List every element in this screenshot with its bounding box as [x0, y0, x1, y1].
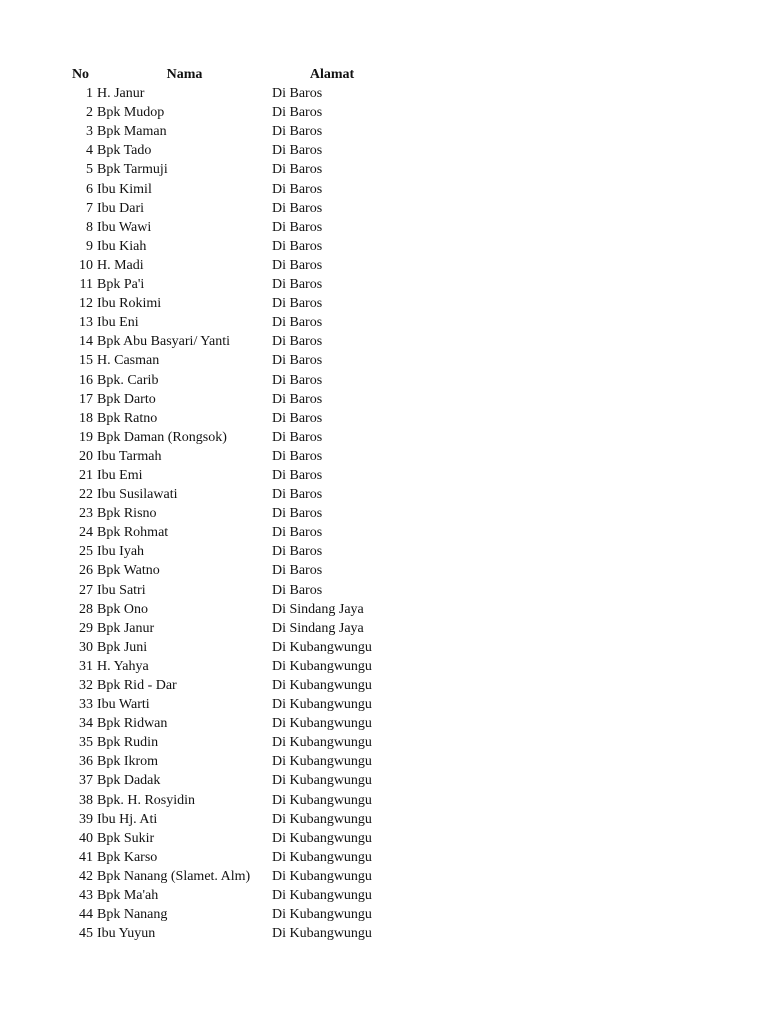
row-address: Di Sindang Jaya [272, 620, 364, 636]
row-number: 34 [79, 716, 93, 732]
row-name: Bpk Mudop [97, 105, 165, 121]
row-name: Bpk Ratno [97, 410, 158, 426]
row-name: Ibu Wawi [97, 219, 152, 235]
row-number: 22 [79, 487, 93, 503]
row-name: Ibu Kimil [97, 181, 152, 197]
row-address: Di Baros [272, 353, 323, 369]
row-name: Bpk Ma'ah [97, 888, 159, 904]
row-address: Di Baros [272, 429, 323, 445]
table-row [64, 409, 392, 428]
row-address: Di Kubangwungu [272, 773, 372, 789]
row-number: 31 [79, 658, 93, 674]
row-address: Di Baros [272, 448, 323, 464]
row-name: Bpk Ono [97, 601, 148, 617]
table-row [64, 122, 392, 141]
table-row [64, 485, 392, 504]
row-address: Di Kubangwungu [272, 754, 372, 770]
row-name: Bpk Watno [97, 563, 160, 579]
table-row [64, 867, 392, 886]
row-address: Di Baros [272, 219, 323, 235]
row-address: Di Kubangwungu [272, 811, 372, 827]
row-name: Bpk. H. Rosyidin [97, 792, 196, 808]
row-address: Di Baros [272, 181, 323, 197]
row-address: Di Kubangwungu [272, 907, 372, 923]
row-address: Di Baros [272, 544, 323, 560]
header-nama: Nama [166, 67, 203, 82]
row-number: 19 [79, 429, 93, 445]
row-number: 42 [79, 868, 93, 884]
row-number: 12 [79, 296, 93, 312]
row-name: Ibu Yuyun [97, 926, 156, 942]
row-address: Di Kubangwungu [272, 849, 372, 865]
row-address: Di Kubangwungu [272, 830, 372, 846]
row-number: 25 [79, 544, 93, 560]
row-name: Bpk Ikrom [97, 754, 159, 770]
table-row [64, 160, 392, 179]
row-address: Di Baros [272, 238, 323, 254]
table-row [64, 829, 392, 848]
row-name: Bpk Rid - Dar [97, 678, 177, 693]
table-row [64, 771, 392, 790]
row-name: Bpk Darto [97, 391, 156, 407]
row-address: Di Baros [272, 410, 323, 426]
row-name: Ibu Hj. Ati [97, 811, 158, 827]
row-name: Ibu Dari [97, 200, 145, 216]
row-number: 2 [86, 105, 93, 121]
row-name: H. Yahya [97, 658, 149, 674]
row-name: Bpk Ridwan [97, 716, 168, 732]
row-number: 40 [79, 830, 93, 846]
row-number: 24 [79, 525, 93, 541]
row-number: 30 [79, 639, 93, 655]
table-row [64, 504, 392, 523]
row-number: 37 [79, 773, 93, 789]
row-number: 20 [79, 448, 93, 464]
row-address: Di Baros [272, 315, 323, 331]
table-row [64, 600, 392, 619]
row-number: 43 [79, 888, 93, 904]
row-number: 10 [79, 257, 93, 273]
table-row [64, 371, 392, 390]
row-address: Di Kubangwungu [272, 658, 372, 674]
row-name: Bpk Tarmuji [97, 162, 168, 178]
row-name: Bpk Daman (Rongsok) [97, 429, 227, 445]
row-number: 3 [86, 124, 93, 140]
table-body [64, 84, 392, 943]
row-address: Di Baros [272, 582, 323, 598]
row-number: 41 [79, 849, 93, 865]
table-row [64, 733, 392, 752]
row-address: Di Kubangwungu [272, 926, 372, 942]
table-row [64, 638, 392, 657]
row-number: 26 [79, 563, 93, 579]
row-name: Bpk Nanang (Slamet. Alm) [97, 868, 251, 884]
row-name: Ibu Satri [97, 582, 146, 598]
table-row [64, 275, 392, 294]
row-number: 7 [86, 200, 93, 216]
row-name: Bpk Pa'i [97, 277, 145, 293]
table-row [64, 313, 392, 332]
row-name: Ibu Kiah [97, 238, 147, 254]
row-address: Di Kubangwungu [272, 888, 372, 904]
row-name: Bpk Tado [97, 143, 152, 159]
row-number: 16 [79, 372, 93, 388]
header-row [64, 65, 392, 84]
row-name: Ibu Rokimi [97, 296, 162, 312]
row-address: Di Baros [272, 86, 323, 102]
table-row [64, 657, 392, 676]
row-address: Di Baros [272, 487, 323, 503]
row-address: Di Baros [272, 257, 323, 273]
table-row [64, 466, 392, 485]
row-name: Ibu Tarmah [97, 448, 162, 464]
row-address: Di Baros [272, 563, 323, 579]
table-row [64, 294, 392, 313]
table-row [64, 714, 392, 733]
row-address: Di Baros [272, 143, 323, 159]
row-name: Bpk Maman [97, 124, 167, 140]
row-number: 29 [79, 620, 93, 636]
name-address-table [64, 65, 392, 943]
row-number: 44 [79, 907, 93, 923]
row-name: H. Casman [97, 353, 160, 369]
table-row [64, 791, 392, 810]
table-row [64, 218, 392, 237]
row-address: Di Baros [272, 277, 323, 293]
table-row [64, 924, 392, 943]
row-name: Bpk Dadak [97, 773, 161, 789]
row-number: 15 [79, 353, 93, 369]
row-name: Bpk Janur [97, 620, 155, 636]
row-number: 18 [79, 410, 93, 426]
row-address: Di Baros [272, 506, 323, 522]
row-name: Bpk. Carib [97, 372, 159, 388]
row-address: Di Baros [272, 334, 323, 350]
row-number: 13 [79, 315, 93, 331]
header-no: No [71, 67, 90, 82]
row-number: 32 [79, 678, 93, 693]
row-number: 45 [79, 926, 93, 942]
table-row [64, 695, 392, 714]
row-address: Di Baros [272, 105, 323, 121]
table-row [64, 199, 392, 218]
row-number: 28 [79, 601, 93, 617]
row-name: H. Janur [97, 86, 145, 102]
row-address: Di Baros [272, 200, 323, 216]
row-number: 38 [79, 792, 93, 808]
row-address: Di Kubangwungu [272, 868, 372, 884]
table-row [64, 141, 392, 160]
row-address: Di Kubangwungu [272, 735, 372, 751]
row-name: Bpk Risno [97, 506, 157, 522]
row-address: Di Baros [272, 525, 323, 541]
row-number: 23 [79, 506, 93, 522]
table-row [64, 905, 392, 924]
row-address: Di Baros [272, 296, 323, 312]
row-name: Bpk Rudin [97, 735, 159, 751]
row-number: 4 [86, 143, 93, 159]
row-address: Di Kubangwungu [272, 792, 372, 808]
row-name: Ibu Warti [97, 697, 150, 713]
row-name: Ibu Iyah [97, 544, 145, 560]
table-row [64, 561, 392, 580]
table-row [64, 351, 392, 370]
row-number: 11 [79, 277, 93, 293]
row-name: Bpk Abu Basyari/ Yanti [97, 334, 231, 350]
row-name: Ibu Susilawati [97, 487, 178, 503]
table-row [64, 848, 392, 867]
row-address: Di Kubangwungu [272, 697, 372, 713]
document-page [0, 65, 768, 943]
row-name: Ibu Emi [97, 467, 143, 483]
row-address: Di Baros [272, 467, 323, 483]
row-number: 35 [79, 735, 93, 751]
row-name: Bpk Juni [97, 639, 148, 655]
table-row [64, 676, 392, 695]
row-address: Di Kubangwungu [272, 678, 372, 693]
row-number: 27 [79, 582, 93, 598]
row-address: Di Baros [272, 124, 323, 140]
row-number: 14 [79, 334, 93, 350]
table-row [64, 237, 392, 256]
row-number: 33 [79, 697, 93, 713]
table-row [64, 256, 392, 275]
table-row [64, 332, 392, 351]
table-row [64, 542, 392, 561]
table-row [64, 103, 392, 122]
table-row [64, 428, 392, 447]
row-name: Bpk Sukir [97, 830, 155, 846]
table-row [64, 886, 392, 905]
row-name: Bpk Karso [97, 849, 158, 865]
row-number: 1 [86, 86, 93, 102]
row-name: Bpk Nanang [97, 907, 168, 923]
row-name: Bpk Rohmat [97, 525, 169, 541]
row-address: Di Kubangwungu [272, 716, 372, 732]
row-number: 36 [79, 754, 93, 770]
table-row [64, 619, 392, 638]
table-row [64, 581, 392, 600]
row-address: Di Baros [272, 372, 323, 388]
row-number: 21 [79, 467, 93, 483]
row-name: H. Madi [97, 257, 144, 273]
table-row [64, 390, 392, 409]
row-number: 17 [79, 391, 93, 407]
header-alamat: Alamat [309, 67, 355, 82]
row-address: Di Sindang Jaya [272, 601, 364, 617]
row-number: 9 [86, 238, 93, 254]
table-row [64, 84, 392, 103]
table-row [64, 752, 392, 771]
row-number: 5 [86, 162, 93, 178]
row-address: Di Baros [272, 162, 323, 178]
row-address: Di Baros [272, 391, 323, 407]
table-row [64, 180, 392, 199]
row-number: 8 [86, 219, 93, 235]
row-address: Di Kubangwungu [272, 639, 372, 655]
table-row [64, 523, 392, 542]
row-number: 39 [79, 811, 93, 827]
row-number: 6 [86, 181, 93, 197]
table-row [64, 447, 392, 466]
row-name: Ibu Eni [97, 315, 139, 331]
table-row [64, 810, 392, 829]
